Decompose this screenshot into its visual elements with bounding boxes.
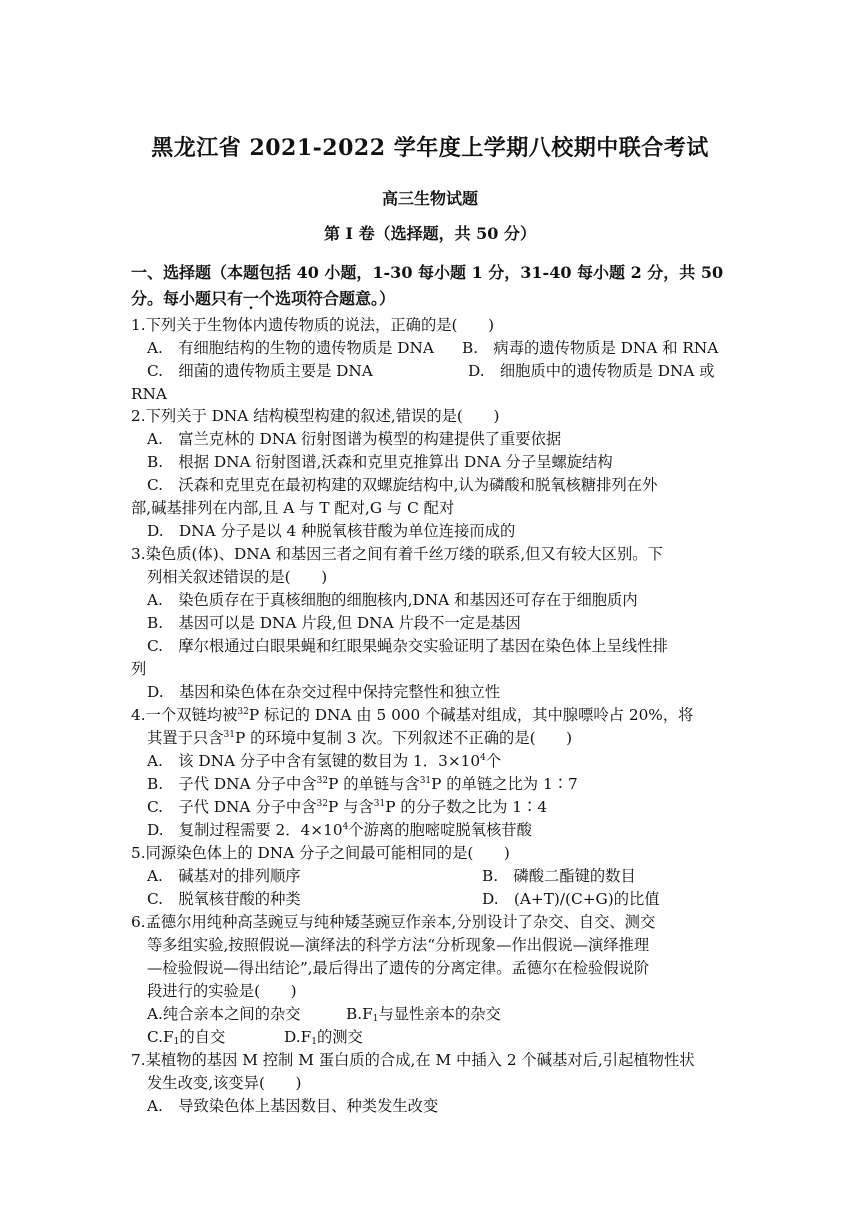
q4-stem-1: 4.一个双链均被$^{32}$P 标记的 DNA 由 5 000 个碱基对组成，其中腺嘌呤占 20%，将 [131,706,694,724]
q2-option-c-cont: 部,碱基排列在内部,且 A 与 T 配对,G 与 C 配对 [131,499,455,517]
q6-stem-1: 6.孟德尔用纯种高茎豌豆与纯种矮茎豌豆作亲本,分别设计了杂交、自交、测交 [131,913,656,931]
q2-option-c: C. 沃森和克里克在最初构建的双螺旋结构中,认为磷酸和脱氧核糖排列在外 [147,476,658,494]
q1-option-b: B. 病毒的遗传物质是 DNA 和 RNA [462,339,719,357]
q5-stem: 5.同源染色体上的 DNA 分子之间最可能相同的是( ) [131,844,510,862]
q2-option-b: B. 根据 DNA 衍射图谱,沃森和克里克推算出 DNA 分子呈螺旋结构 [147,453,613,471]
section-line-2: 分。每小题只有一个选项符合题意。） [131,289,396,308]
q4-stem-2: 其置于只含$^{31}$P 的环境中复制 3 次。下列叙述不正确的是( ) [147,729,573,747]
q3-stem-1: 3.染色质(体)、DNA 和基因三者之间有着千丝万缕的联系,但又有较大区别。下 [131,545,663,563]
q3-option-b: B. 基因可以是 DNA 片段,但 DNA 片段不一定是基因 [147,614,521,632]
q6-option-a: A.纯合亲本之间的杂交 [147,1005,301,1023]
q7-option-a: A. 导致染色体上基因数目、种类发生改变 [147,1097,439,1115]
q2-stem: 2.下列关于 DNA 结构模型构建的叙述,错误的是( ) [131,407,500,425]
q1-option-c: C. 细菌的遗传物质主要是 DNA [147,362,373,380]
q6-stem-2: 等多组实验,按照假说—演绎法的科学方法“分析现象—作出假说—演绎推理 [147,936,650,954]
q2-option-d: D. DNA 分子是以 4 种脱氧核苷酸为单位连接而成的 [147,522,516,540]
section-line-1: 一、选择题（本题包括 40 小题，1-30 每小题 1 分，31-40 每小题 2 分，共 50 [131,263,724,282]
q5-option-b: B. 磷酸二酯键的数目 [482,867,636,885]
q7-stem-1: 7.某植物的基因 M 控制 M 蛋白质的合成,在 M 中插入 2 个碱基对后,引起植物性状 [131,1051,695,1069]
q3-option-c-cont: 列 [131,660,147,678]
q5-option-c: C. 脱氧核苷酸的种类 [147,890,301,908]
q5-option-a: A. 碱基对的排列顺序 [147,867,301,885]
q4-option-d: D. 复制过程需要 2．$4\times 10^4$个游离的胞嘧啶脱氧核苷酸 [147,821,532,839]
part-heading: 第 I 卷（选择题，共 50 分） [323,224,537,243]
q6-option-d: $D.F_1$的测交 [284,1028,363,1047]
q3-option-a: A. 染色质存在于真核细胞的细胞核内,DNA 和基因还可存在于细胞质内 [147,591,638,609]
q6-option-c: $C.F_1$的自交 [147,1028,226,1047]
q2-option-a: A. 富兰克林的 DNA 衍射图谱为模型的构建提供了重要依据 [147,430,562,448]
q6-stem-4: 段进行的实验是( ) [147,982,297,1000]
q7-stem-2: 发生改变,该变异( ) [147,1074,302,1092]
q3-option-c: C. 摩尔根通过白眼果蝇和红眼果蝇杂交实验证明了基因在染色体上呈线性排 [147,637,668,655]
exam-subtitle: 高三生物试题 [381,189,478,208]
exam-title: 黑龙江省 2021-2022 学年度上学期八校期中联合考试 [151,135,709,161]
section-instructions [131,260,741,312]
q4-option-c: C. 子代 DNA 分子中含$^{32}$P 与含$^{31}$P 的分子数之比为 1∶4 [147,798,548,816]
q1-option-a: A. 有细胞结构的生物的遗传物质是 DNA [147,339,434,357]
q3-stem-2: 列相关叙述错误的是( ) [147,568,328,586]
q3-option-d: D. 基因和染色体在杂交过程中保持完整性和独立性 [147,683,501,701]
q4-option-a: A. 该 DNA 分子中含有氢键的数目为 1．$3\times 10^4$个 [147,752,502,770]
emphasis-char: 一 [243,289,260,308]
q4-option-b: B. 子代 DNA 分子中含$^{32}$P 的单链与含$^{31}$P 的单链之比为 1∶7 [147,775,578,793]
q1-option-d-cont: RNA [131,385,167,403]
q1-stem: 1.下列关于生物体内遗传物质的说法，正确的是( ) [131,316,495,334]
q1-option-d: D. 细胞质中的遗传物质是 DNA 或 [468,362,715,380]
q6-stem-3: —检验假说—得出结论”,最后得出了遗传的分离定律。孟德尔在检验假说阶 [147,959,650,977]
q6-option-b: $B.F_1$与显性亲本的杂交 [346,1005,501,1024]
q5-option-d: D. (A+T)/(C+G)的比值 [482,890,660,908]
